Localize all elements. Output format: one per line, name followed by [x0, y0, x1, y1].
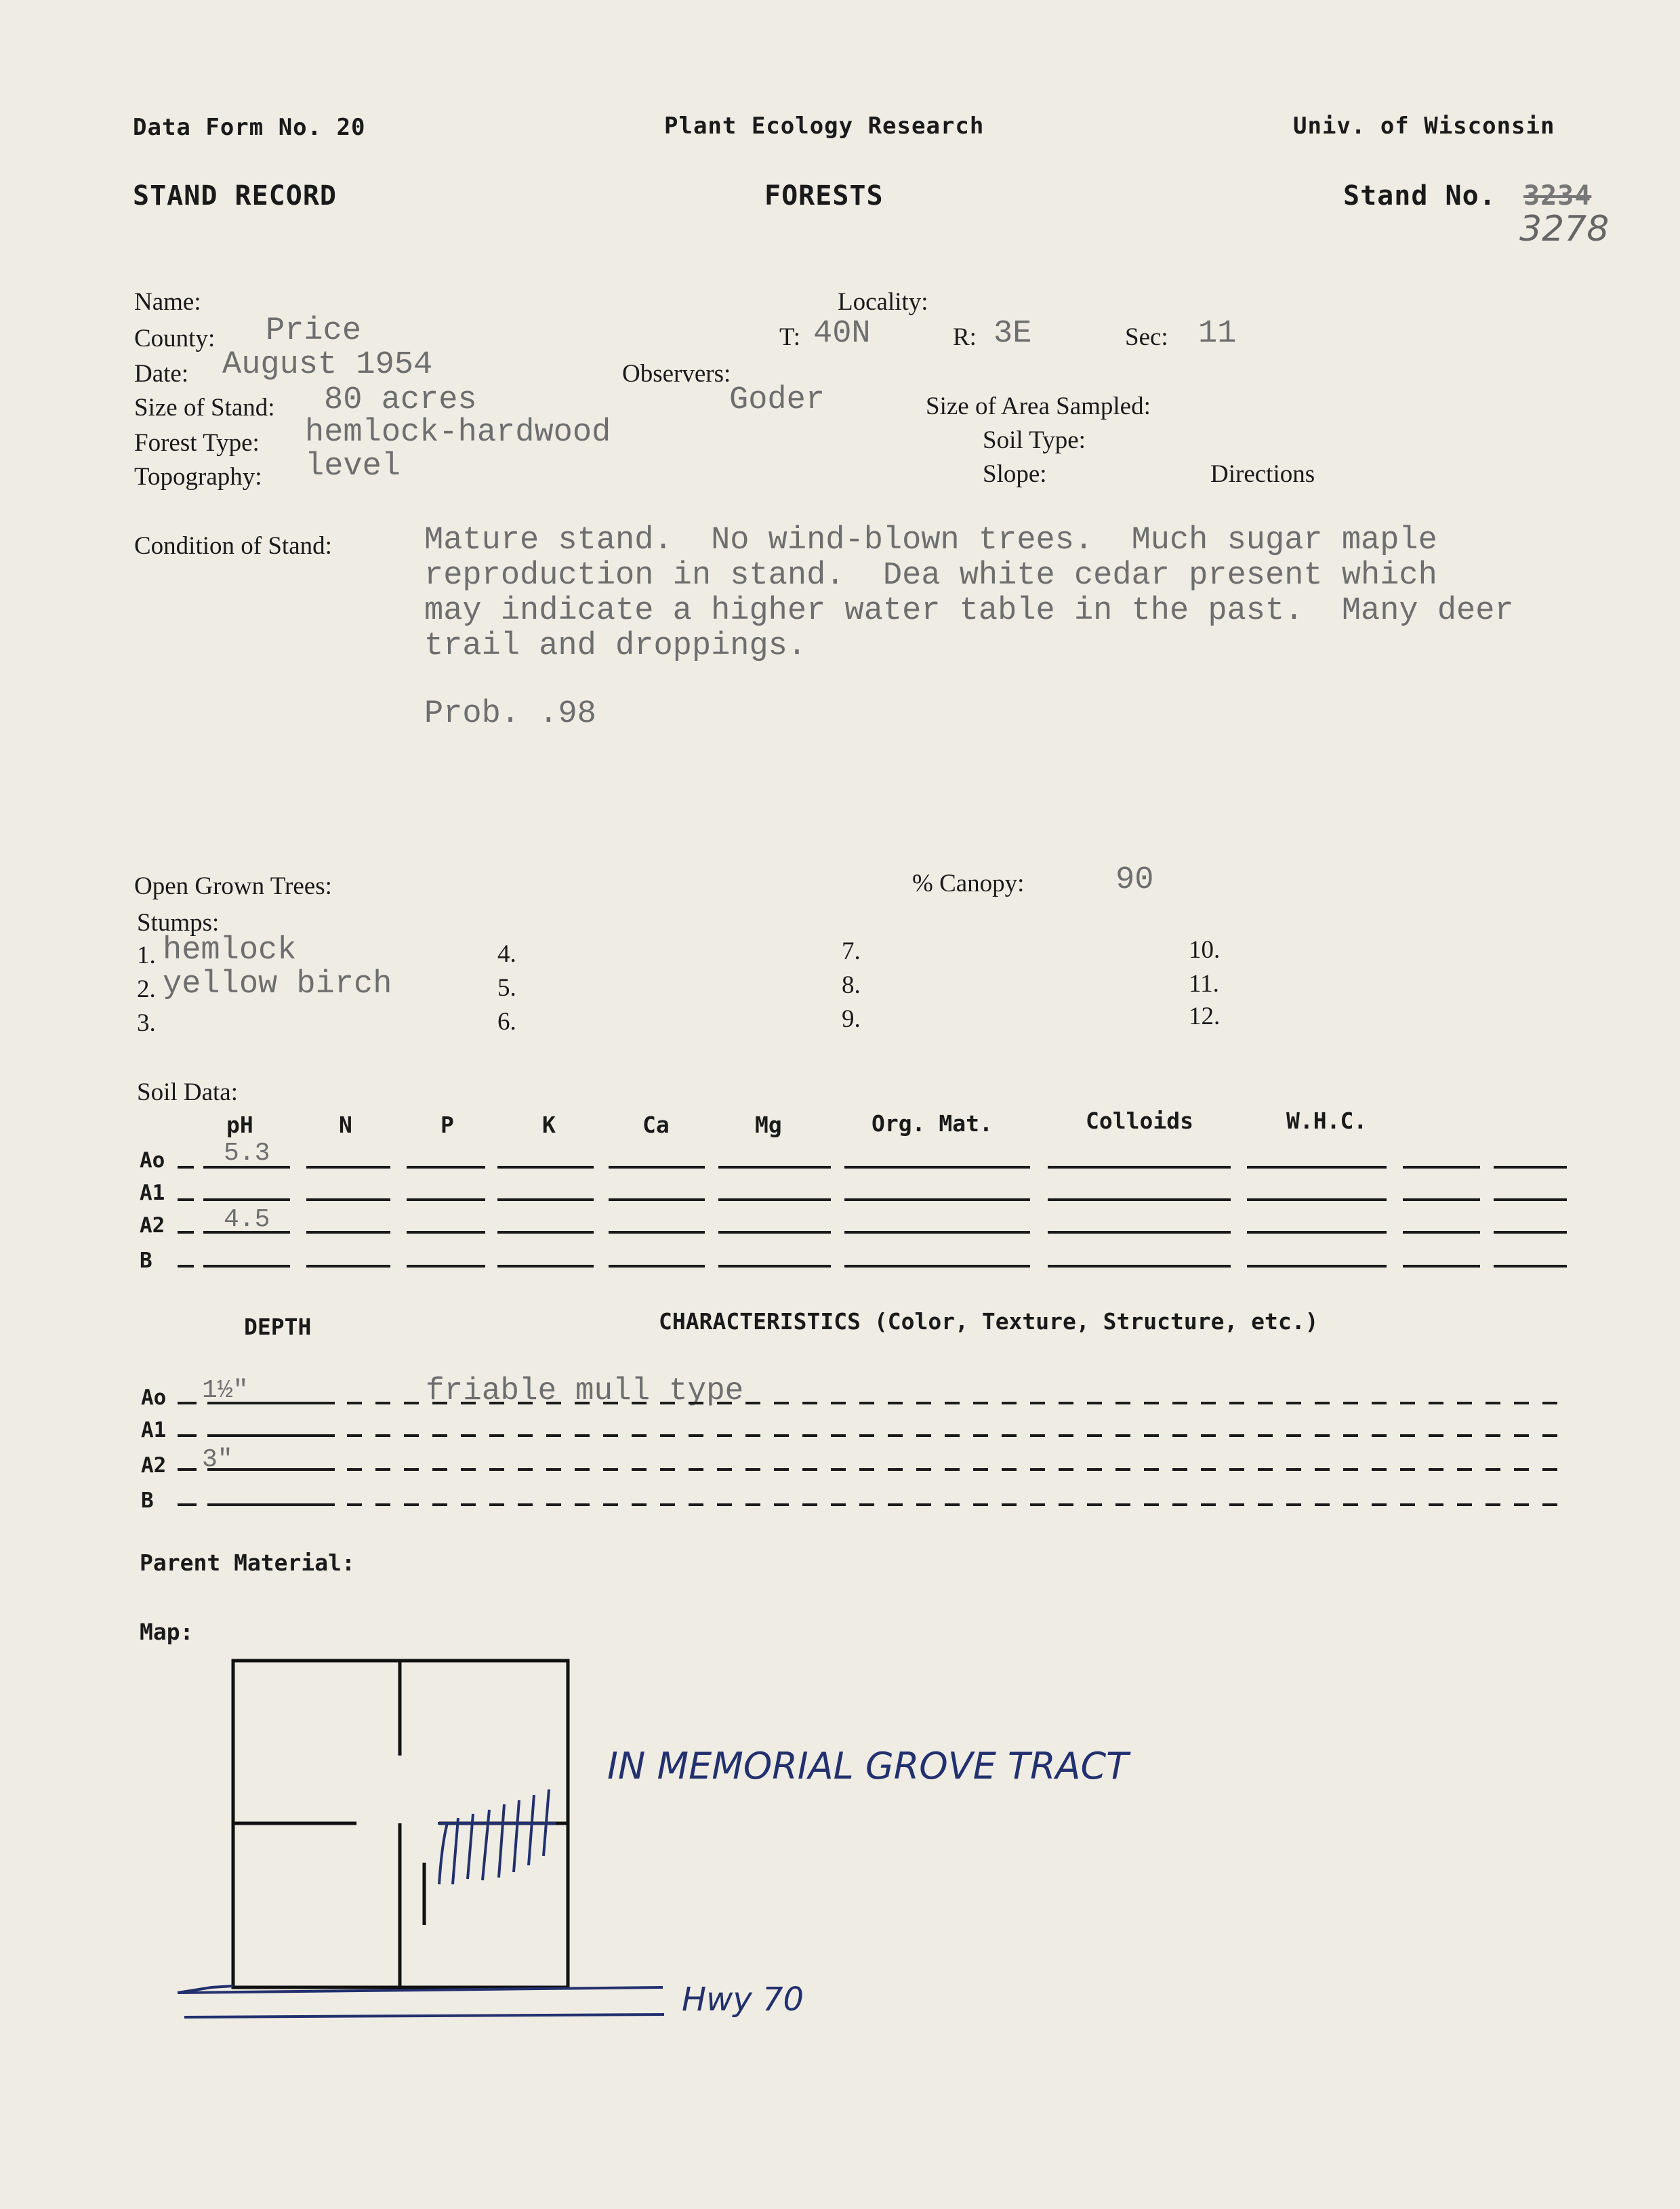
- form-number: Data Form No. 20: [133, 114, 366, 141]
- stump-number-7: 7.: [842, 937, 861, 965]
- col-p: P: [441, 1112, 454, 1138]
- soil-row-a2: A2: [140, 1213, 165, 1238]
- organization: Plant Ecology Research: [664, 113, 985, 140]
- profile-row-a2: A2: [141, 1453, 167, 1478]
- road-label: Hwy 70: [682, 1981, 804, 2019]
- university: Univ. of Wisconsin: [1293, 113, 1555, 140]
- stump-number-4: 4.: [497, 940, 516, 968]
- depth-ao-value: 1½": [202, 1376, 249, 1405]
- canopy-value: 90: [1115, 862, 1154, 898]
- characteristics-label: CHARACTERISTICS (Color, Texture, Structure, etc.): [659, 1308, 1319, 1335]
- stump-number-8: 8.: [842, 971, 861, 999]
- condition-line-2: reproduction in stand. Dea white cedar present which: [424, 558, 1437, 594]
- stump-2: yellow birch: [163, 967, 392, 1002]
- soil-row-a1: A1: [140, 1181, 165, 1205]
- stump-number-3: 3.: [137, 1009, 156, 1037]
- char-ao-value: friable mull type: [426, 1373, 744, 1409]
- soil-row-b: B: [140, 1249, 152, 1273]
- stump-number-2: 2.: [137, 975, 156, 1003]
- section-label: Sec:: [1125, 323, 1168, 351]
- observers-label: Observers:: [622, 360, 731, 388]
- profile-row-b: B: [141, 1488, 154, 1513]
- open-grown-label: Open Grown Trees:: [134, 872, 332, 900]
- col-ph: pH: [226, 1112, 253, 1138]
- county-label: County:: [134, 325, 216, 352]
- canopy-label: % Canopy:: [912, 870, 1025, 897]
- col-mg: Mg: [755, 1112, 782, 1138]
- probability: Prob. .98: [424, 696, 596, 732]
- record-title: STAND RECORD: [133, 180, 337, 211]
- township-label: T:: [779, 323, 801, 351]
- col-colloids: Colloids: [1086, 1108, 1193, 1134]
- section-value: 11: [1198, 316, 1237, 352]
- locality-label: Locality:: [838, 288, 928, 316]
- ph-a2-value: 4.5: [224, 1205, 270, 1234]
- date-value: August 1954: [222, 347, 433, 383]
- range-label: R:: [953, 323, 977, 351]
- col-org-mat: Org. Mat.: [872, 1110, 993, 1137]
- col-whc: W.H.C.: [1286, 1108, 1368, 1134]
- depth-a2-value: 3": [202, 1445, 233, 1474]
- topography-label: Topography:: [134, 463, 262, 491]
- topography-value: level: [305, 449, 401, 485]
- col-ca: Ca: [642, 1112, 670, 1138]
- stump-1: hemlock: [163, 933, 297, 969]
- stump-number-11: 11.: [1189, 970, 1219, 998]
- profile-row-ao: Ao: [141, 1385, 167, 1410]
- stand-no-new: 3278: [1519, 209, 1610, 249]
- stumps-label: Stumps:: [137, 909, 220, 937]
- stump-number-12: 12.: [1189, 1002, 1221, 1030]
- area-sampled-label: Size of Area Sampled:: [926, 392, 1151, 420]
- size-value: 80 acres: [324, 382, 477, 418]
- map-label: Map:: [140, 1619, 194, 1645]
- parent-material-label: Parent Material:: [140, 1549, 355, 1576]
- name-label: Name:: [134, 288, 201, 316]
- col-k: K: [542, 1112, 556, 1138]
- ph-ao-value: 5.3: [224, 1139, 270, 1168]
- directions-label: Directions: [1210, 460, 1315, 488]
- forest-type-value: hemlock-hardwood: [305, 415, 611, 451]
- date-label: Date:: [134, 360, 189, 388]
- size-label: Size of Stand:: [134, 394, 275, 422]
- condition-line-3: may indicate a higher water table in the past. Many deer: [424, 593, 1514, 629]
- condition-label: Condition of Stand:: [134, 532, 332, 560]
- stand-no-label: Stand No.: [1343, 180, 1496, 211]
- stump-number-5: 5.: [497, 974, 516, 1002]
- stand-no-old: 3234: [1523, 180, 1592, 211]
- condition-line-1: Mature stand. No wind-blown trees. Much sugar maple: [424, 523, 1437, 559]
- stump-number-6: 6.: [497, 1008, 516, 1036]
- observers-value: Goder: [729, 382, 825, 418]
- map-annotation: IN MEMORIAL GROVE TRACT: [607, 1745, 1129, 1787]
- stump-number-1: 1.: [137, 941, 156, 969]
- soil-data-label: Soil Data:: [137, 1078, 239, 1106]
- forest-type-label: Forest Type:: [134, 429, 260, 457]
- condition-line-4: trail and droppings.: [424, 628, 807, 664]
- stump-number-10: 10.: [1189, 936, 1221, 964]
- stump-number-9: 9.: [842, 1005, 861, 1033]
- col-n: N: [339, 1112, 352, 1138]
- township-value: 40N: [813, 316, 871, 352]
- range-value: 3E: [993, 316, 1032, 352]
- soil-row-ao: Ao: [140, 1148, 165, 1173]
- profile-row-a1: A1: [141, 1418, 167, 1442]
- county-value: Price: [266, 313, 362, 349]
- category-title: FORESTS: [764, 180, 884, 211]
- depth-label: DEPTH: [244, 1314, 312, 1340]
- soil-type-label: Soil Type:: [983, 426, 1086, 454]
- slope-label: Slope:: [983, 460, 1047, 488]
